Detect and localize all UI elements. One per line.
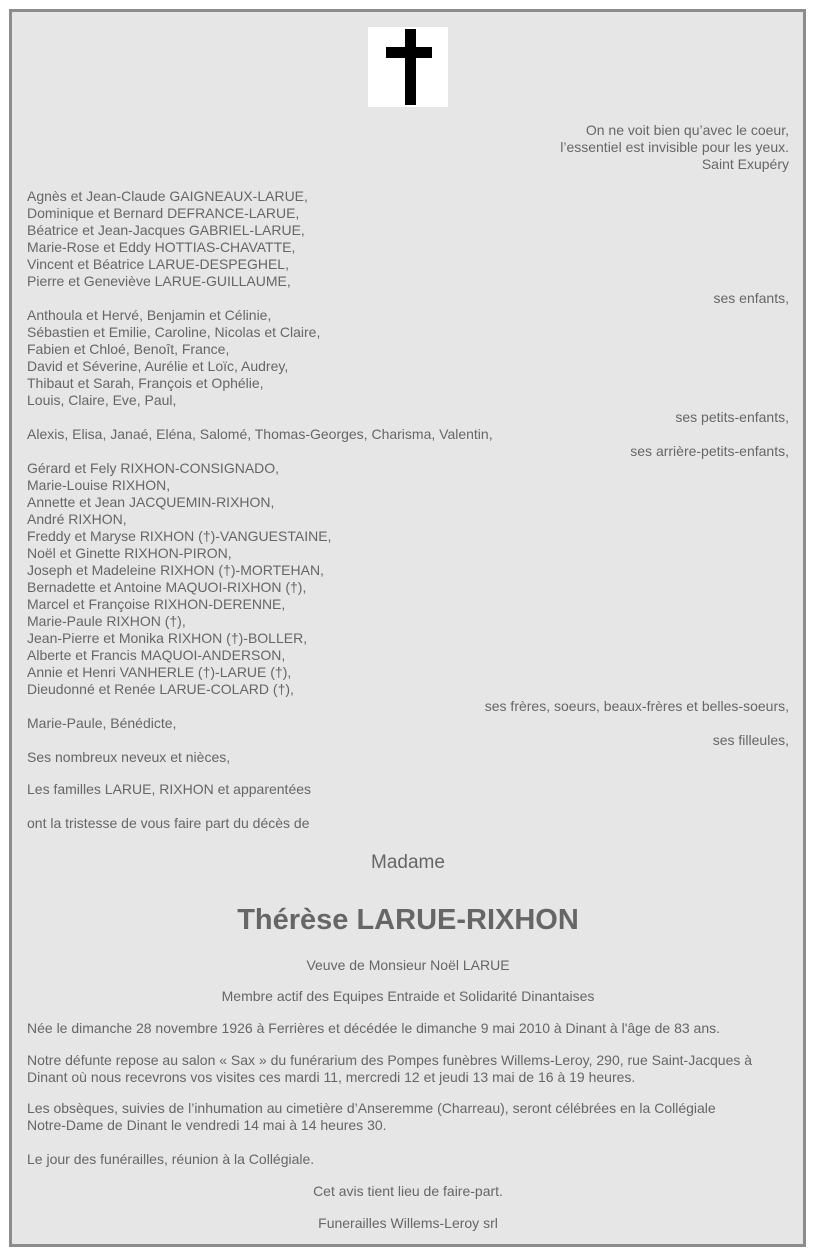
quote-line: On ne voit bien qu’avec le coeur, <box>585 122 789 138</box>
sibling-name: Marie-Paule RIXHON (†), <box>27 613 186 629</box>
deceased-name: Thérèse LARUE-RIXHON <box>237 904 579 936</box>
goddaughters-name: Marie-Paule, Bénédicte, <box>27 715 177 731</box>
reunion-line: Le jour des funérailles, réunion à la Collégiale. <box>27 1151 315 1167</box>
quote-line: l’essentiel est invisible pour les yeux. <box>560 139 789 155</box>
member-of-line: Membre actif des Equipes Entraide et Solidarité Dinantaises <box>221 988 595 1004</box>
sibling-name: Gérard et Fely RIXHON-CONSIGNADO, <box>27 460 280 476</box>
widow-of-line: Veuve de Monsieur Noël LARUE <box>306 957 510 973</box>
sibling-name: Bernadette et Antoine MAQUOI-RIXHON (†), <box>27 579 307 595</box>
quote-author: Saint Exupéry <box>701 156 789 172</box>
funeral-paragraph <box>27 1100 789 1134</box>
announcement-line: ont la tristesse de vous faire part du décès de <box>27 815 310 831</box>
funeral-home-line: Funerailles Willems-Leroy srl <box>318 1215 498 1231</box>
nephews-line: Ses nombreux neveux et nièces, <box>27 749 231 765</box>
children-name: Dominique et Bernard DEFRANCE-LARUE, <box>27 205 300 221</box>
cross-icon <box>368 27 448 107</box>
sibling-name: Annie et Henri VANHERLE (†)-LARUE (†), <box>27 664 292 680</box>
sibling-name: Noël et Ginette RIXHON-PIRON, <box>27 545 232 561</box>
visitation-paragraph <box>27 1052 789 1086</box>
children-name: Agnès et Jean-Claude GAIGNEAUX-LARUE, <box>27 188 308 204</box>
grandchildren-name: Louis, Claire, Eve, Paul, <box>27 392 177 408</box>
notice-line: Cet avis tient lieu de faire-part. <box>313 1183 503 1199</box>
visitation-line: Dinant où nous recevrons vos visites ces mardi 11, mercredi 12 et jeudi 13 mai de 16 à 19 heures. <box>27 1069 636 1085</box>
children-label: ses enfants, <box>713 290 789 306</box>
grandchildren-name: Thibaut et Sarah, François et Ophélie, <box>27 375 264 391</box>
grandchildren-name: Fabien et Chloé, Benoît, France, <box>27 341 230 357</box>
sibling-name: Freddy et Maryse RIXHON (†)-VANGUESTAINE, <box>27 528 332 544</box>
title-madame: Madame <box>371 852 445 873</box>
sibling-name: Alberte et Francis MAQUOI-ANDERSON, <box>27 647 286 663</box>
sibling-name: Joseph et Madeleine RIXHON (†)-MORTEHAN, <box>27 562 324 578</box>
sibling-name: Dieudonné et Renée LARUE-COLARD (†), <box>27 681 294 697</box>
visitation-line: Notre défunte repose au salon « Sax » du funérarium des Pompes funèbres Willems-Leroy, 290, rue Saint-Jacques à <box>27 1052 753 1068</box>
children-name: Marie-Rose et Eddy HOTTIAS-CHAVATTE, <box>27 239 296 255</box>
goddaughters-label: ses filleules, <box>712 732 789 748</box>
children-name: Béatrice et Jean-Jacques GABRIEL-LARUE, <box>27 222 305 238</box>
family-list <box>27 188 789 749</box>
sibling-name: Marie-Louise RIXHON, <box>27 477 171 493</box>
obituary-card <box>9 9 806 1247</box>
families-line: Les familles LARUE, RIXHON et apparentées <box>27 781 312 797</box>
great-grandchildren-name: Alexis, Elisa, Janaé, Eléna, Salomé, Thomas-Georges, Charisma, Valentin, <box>27 426 493 442</box>
sibling-name: Jean-Pierre et Monika RIXHON (†)-BOLLER, <box>27 630 308 646</box>
sibling-name: Marcel et Françoise RIXHON-DERENNE, <box>27 596 286 612</box>
children-name: Pierre et Geneviève LARUE-GUILLAUME, <box>27 273 291 289</box>
siblings-label: ses frères, soeurs, beaux-frères et belles-soeurs, <box>484 698 789 714</box>
grandchildren-name: Anthoula et Hervé, Benjamin et Célinie, <box>27 307 272 323</box>
funeral-line: Notre-Dame de Dinant le vendredi 14 mai à 14 heures 30. <box>27 1117 387 1133</box>
quote <box>27 122 789 173</box>
sibling-name: Annette et Jean JACQUEMIN-RIXHON, <box>27 494 275 510</box>
grandchildren-name: David et Séverine, Aurélie et Loïc, Audrey, <box>27 358 289 374</box>
funeral-line: Les obsèques, suivies de l’inhumation au cimetière d’Anseremme (Charreau), seront célébrées en la Collégiale <box>27 1100 716 1116</box>
grandchildren-label: ses petits-enfants, <box>675 409 789 425</box>
birth-death-line: Née le dimanche 28 novembre 1926 à Ferrières et décédée le dimanche 9 mai 2010 à Dinant à l'âge de 83 ans. <box>27 1020 720 1036</box>
children-name: Vincent et Béatrice LARUE-DESPEGHEL, <box>27 256 289 272</box>
great-grandchildren-label: ses arrière-petits-enfants, <box>630 443 789 459</box>
grandchildren-name: Sébastien et Emilie, Caroline, Nicolas et Claire, <box>27 324 321 340</box>
sibling-name: André RIXHON, <box>27 511 127 527</box>
